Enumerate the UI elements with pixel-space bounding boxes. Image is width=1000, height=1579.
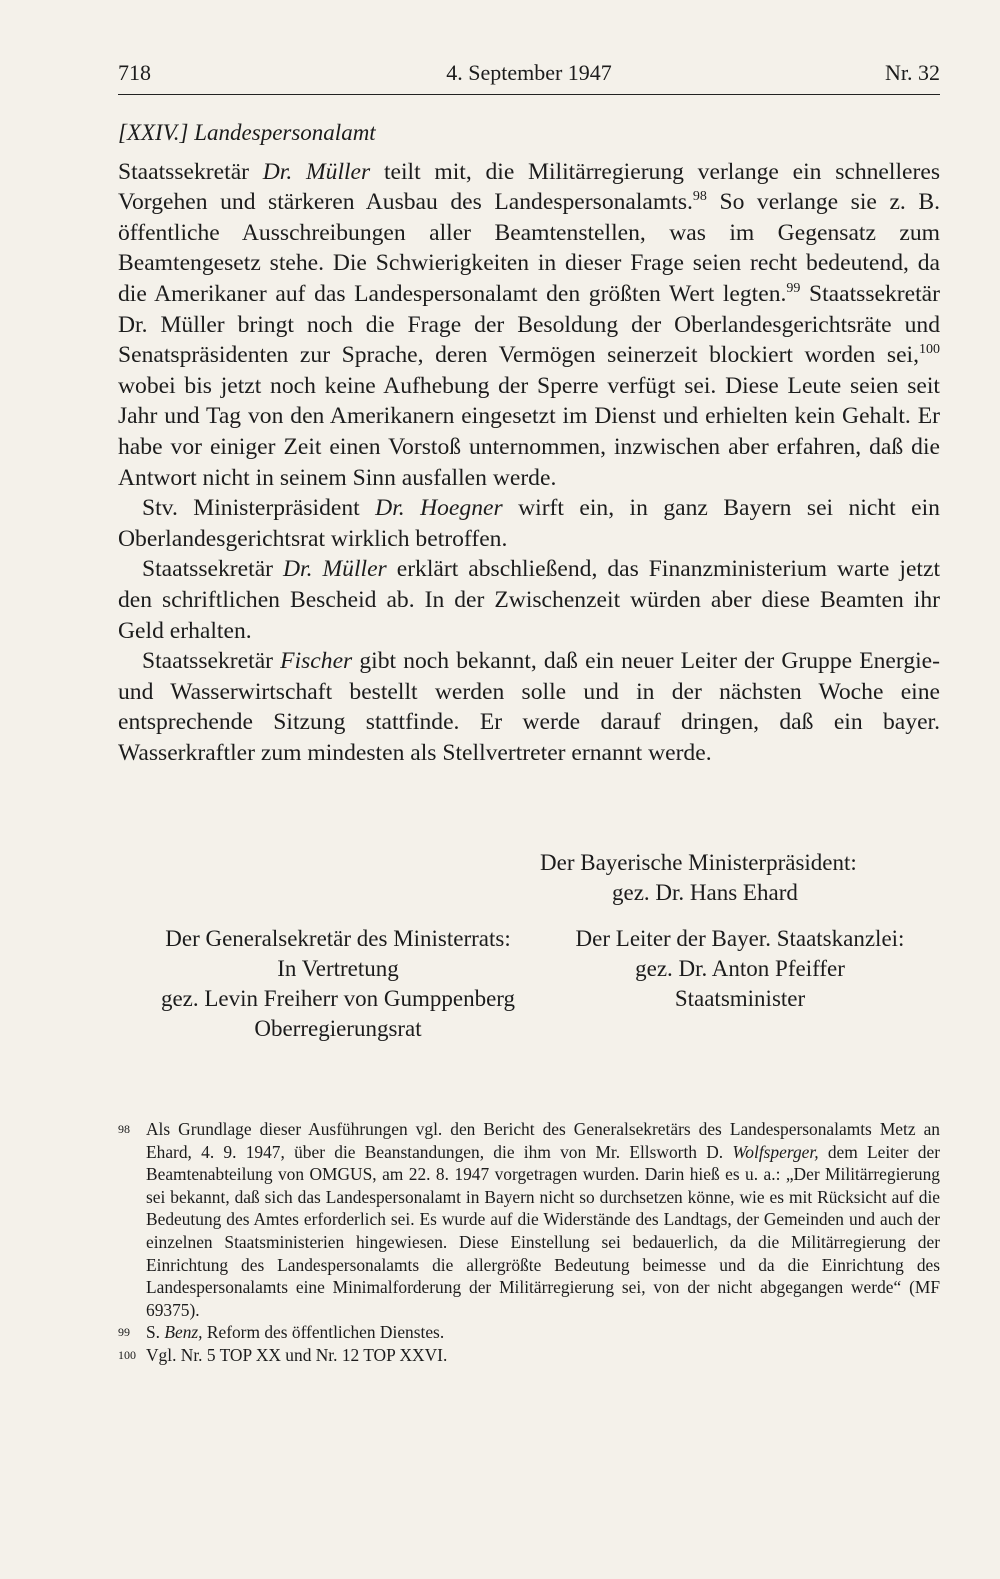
paragraph-4 — [118, 646, 940, 768]
speaker-name: Dr. Müller — [262, 158, 371, 185]
signature-rank: Oberregierungsrat — [254, 1016, 422, 1041]
text-run: So verlange sie z. B. öffentliche Ausschreibungen aller Beamtenstellen, was im Gegensatz zum Beamtengesetz stehe. Die Schwierigkeiten in dieser Frage seien recht bedeutend, da die Amerikaner auf das Landespersonalamt den größten Wert legten. — [118, 189, 940, 307]
paragraph-1 — [118, 157, 940, 494]
signature-name: gez. Dr. Hans Ehard — [612, 880, 798, 905]
speaker-name: Fischer — [280, 648, 353, 675]
text-run: S. — [146, 1322, 165, 1343]
paragraph-2 — [118, 493, 940, 554]
section-heading — [118, 118, 940, 149]
signature-name: gez. Dr. Anton Pfeiffer — [635, 956, 845, 981]
signature-chancellery — [540, 924, 940, 1014]
signature-title: Der Leiter der Bayer. Staatskanzlei: — [575, 926, 905, 951]
signature-deputy: In Vertretung — [277, 956, 399, 981]
footnote-ref[interactable]: 100 — [919, 342, 940, 358]
text-run: dem Leiter der Beamtenabteilung von OMGUS, am 22. 8. 1947 vorgetragen wurden. Darin hieß es u. a.: „Der Militärregierung sei bekannt, daß sich das Landespersonalamt in Bayern nicht so durchsetzen könne, wie es mit Rücksicht auf die Bedeutung des Amtes erforderlich sei. Es wurde auf die Widerstände des Landtags, der Gemeinden und auch der einzelnen Staatsministerien hingewiesen. Diese Einstellung sei bedauerlich, da die Militärregierung der Einrichtung des Landespersonalamts die allergrößte Bedeutung beimesse und da die Einrichtung des Landespersonalamts eine Minimalforderung der Militärregierung sei, von der nicht abgegangen werde“ (MF 69375). — [146, 1141, 940, 1320]
signature-title: Der Bayerische Ministerpräsident: — [540, 850, 857, 875]
author-name: Benz, — [164, 1322, 203, 1343]
text-run: wobei bis jetzt noch keine Aufhebung der Sperre verfügt sei. Diese Leute seien seit Jahr und Tag von den Amerikanern eingesetzt im Dienst und erhielten kein Gehalt. Er habe vor einiger Zeit einen Vorstoß unternommen, inzwischen aber erfahren, daß die Antwort nicht in seinem Sinn ausfallen werde. — [118, 372, 940, 491]
text-run: Stv. Ministerpräsident — [142, 495, 376, 522]
person-name: Wolfsperger, — [732, 1141, 819, 1162]
text-run: wirft ein, in ganz Bayern sei nicht ein Oberlandesgerichtsrat wirklich betroffen. — [118, 495, 940, 552]
footnote-number: 100 — [118, 1347, 136, 1362]
text-run: Vgl. Nr. 5 TOP XX und Nr. 12 TOP XXVI. — [146, 1344, 448, 1365]
footnote-ref[interactable]: 98 — [692, 189, 707, 205]
signature-general-secretary — [118, 924, 558, 1044]
text-run: erklärt abschließend, das Finanzministerium warte jetzt den schriftlichen Bescheid ab. In der Zwischenzeit würden aber diese Beamten ihr Geld erhalten. — [118, 556, 941, 644]
section-number: [XXIV.] — [118, 120, 189, 145]
footnote-number: 99 — [118, 1325, 130, 1340]
header-date: 4. September 1947 — [446, 60, 612, 85]
signature-name: gez. Levin Freiherr von Gumppenberg — [160, 986, 516, 1011]
footnote-100 — [118, 1344, 940, 1367]
footnote-98 — [118, 1118, 940, 1321]
main-text — [118, 118, 940, 768]
section-title: Landespersonalamt — [194, 120, 376, 145]
issue-number: Nr. 32 — [885, 60, 940, 85]
text-run: teilt mit, die Militärregierung verlange ein schnelleres Vorgehen und stärkeren Ausbau des Landespersonalamts. — [118, 158, 941, 216]
speaker-name: Dr. Müller — [283, 556, 387, 583]
text-run: Staatssekretär Dr. Müller bringt noch die Frage der Besoldung der Oberlandesgerichtsräte und Senatspräsidenten zur Sprache, deren Vermögen seinerzeit blockiert worden sei, — [118, 280, 940, 369]
text-run: Staatssekretär — [118, 158, 263, 185]
signature-rank: Staatsminister — [674, 986, 806, 1011]
running-header — [118, 50, 940, 95]
signature-minister-president — [540, 848, 940, 908]
page-number: 718 — [118, 60, 151, 85]
text-run: Reform des öffentlichen Dienstes. — [202, 1322, 445, 1343]
text-run: Als Grundlage dieser Ausführungen vgl. den Bericht des Generalsekretärs des Landespersonalamts Metz an Ehard, 4. 9. 1947, über die Beanstandungen, die ihm von Mr. Ellsworth D. — [146, 1119, 940, 1162]
footnote-ref[interactable]: 99 — [786, 280, 801, 296]
footnote-99 — [118, 1321, 940, 1344]
footnotes — [118, 1118, 940, 1367]
paragraph-3 — [118, 554, 940, 646]
footnote-number: 98 — [118, 1122, 130, 1136]
text-run: Staatssekretär — [142, 648, 281, 675]
signature-title: Der Generalsekretär des Ministerrats: — [165, 926, 511, 951]
text-run: Staatssekretär — [142, 556, 284, 583]
speaker-name: Dr. Hoegner — [375, 495, 503, 522]
text-run: gibt noch bekannt, daß ein neuer Leiter der Gruppe Energie- und Wasserwirtschaft bestellt werden solle und in der nächsten Woche eine entsprechende Sitzung stattfinde. Er werde darauf dringen, daß ein bayer. Wasserkraftler zum mindesten als Stellvertreter ernannt werde. — [118, 648, 940, 766]
